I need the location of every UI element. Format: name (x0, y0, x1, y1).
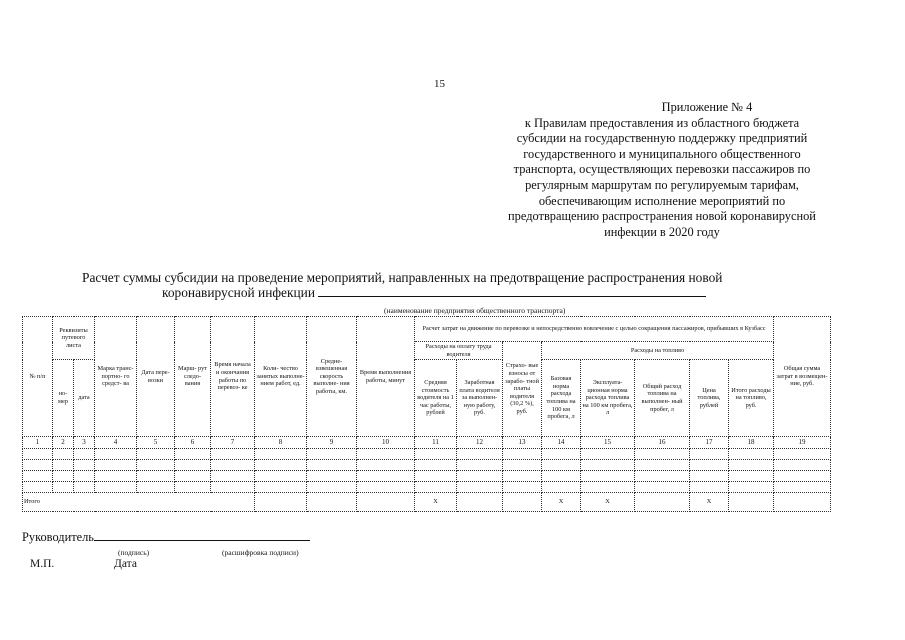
column-number: 8 (255, 437, 307, 449)
table-row[interactable] (23, 449, 831, 460)
col-time-spent: Время выполнения работы, минут (357, 317, 415, 437)
appendix-line: транспорта, осуществляющих перевозки пассажиров по (513, 162, 811, 177)
table-row[interactable] (23, 482, 831, 493)
col-insurance: Страхо- вые взносы от зарабо- тной платы водителя (30,2 %), руб. (503, 342, 542, 437)
enterprise-name-field[interactable] (318, 285, 706, 297)
col-base-fuel: Базовая норма расхода топлива на 100 км пробега, л (542, 360, 581, 437)
head-label: Руководитель (22, 530, 94, 544)
col-duration: Время начала и окончания работы по перевоз- ке (211, 317, 255, 437)
column-number: 12 (457, 437, 503, 449)
column-number: 18 (729, 437, 774, 449)
enterprise-hint: (наименование предприятия общественного транспорта) (384, 306, 566, 315)
calc-title-line2: коронавирусной инфекции (162, 285, 315, 300)
appendix-title: Приложение № 4 (661, 100, 753, 114)
col-avg-hourly: Средняя стоимость водителя на 1 час работы, рублей (415, 360, 457, 437)
fuel-group-header: Расходы на топливо (542, 342, 774, 360)
col-no: № п/п (23, 317, 53, 437)
column-number: 16 (635, 437, 690, 449)
x-mark: X (415, 493, 457, 512)
calc-title-line1: Расчет суммы субсидии на проведение мероприятий, направленных на предотвращение распространения новой (82, 270, 723, 285)
column-number: 10 (357, 437, 415, 449)
col-requisite-number: но- мер (53, 360, 74, 437)
col-fuel-total-cost: Итого расходы на топливо, руб. (729, 360, 774, 437)
column-number: 14 (542, 437, 581, 449)
column-number-row (23, 437, 831, 449)
col-route: Марш- рут следо- вания (175, 317, 211, 437)
col-total-fuel: Общий расход топлива на выполнен- ный пробег, л (635, 360, 690, 437)
appendix-line: к Правилам предоставления из областного бюджета (524, 115, 800, 130)
date-label: Дата (114, 558, 137, 570)
decode-hint: (расшифровка подписи) (222, 548, 299, 557)
col-operational-fuel: Эксплуата- ционная норма расхода топлива на 100 км пробега, л (581, 360, 635, 437)
total-row (23, 493, 831, 512)
column-number: 4 (95, 437, 137, 449)
total-label: Итого (23, 493, 255, 512)
calculation-title (82, 270, 842, 300)
column-number: 17 (690, 437, 729, 449)
signature-field[interactable] (94, 530, 310, 541)
x-mark: X (542, 493, 581, 512)
col-avg-speed: Средне- взвешенная скорость выполне- ния работы, км. (307, 317, 357, 437)
column-number: 7 (211, 437, 255, 449)
col-total-sum: Общая сумма затрат в возмещен- ние, руб. (774, 317, 831, 437)
col-requisite-date: дата (74, 360, 95, 437)
stamp-label: М.П. (30, 558, 55, 570)
x-mark: X (581, 493, 635, 512)
col-vehicle-brand: Марка транс- портно- го средст- ва (95, 317, 137, 437)
column-number: 19 (774, 437, 831, 449)
appendix-line: инфекции в 2020 году (604, 224, 720, 239)
column-number: 15 (581, 437, 635, 449)
appendix-line: регулярным маршрутам по регулируемым тарифам, (525, 177, 799, 192)
appendix-line: государственного и муниципального общественного (523, 146, 801, 161)
table-row[interactable] (23, 471, 831, 482)
col-fuel-price: Цена топлива, рублей (690, 360, 729, 437)
table-row[interactable] (23, 460, 831, 471)
col-earned-salary: Заработная плата водителя за выполнен- ную работу, руб. (457, 360, 503, 437)
column-number: 3 (74, 437, 95, 449)
column-number: 5 (137, 437, 175, 449)
head-signature-line (22, 530, 310, 545)
appendix-line: предотвращению распространения новой коронавирусной (508, 209, 816, 224)
column-number: 2 (53, 437, 74, 449)
column-number: 11 (415, 437, 457, 449)
col-workers: Коли- чество занятых выполне- нием работ, ед. (255, 317, 307, 437)
appendix-header (462, 100, 862, 240)
column-number: 6 (175, 437, 211, 449)
page-number: 15 (434, 78, 445, 90)
expenses-group-header: Расчет затрат на движение по перевозке и непосредственно вовлечение с целью сокращения пассажиров, прибывших в Кузбасс (415, 317, 774, 342)
col-departure-date: Дата пере- возки (137, 317, 175, 437)
salary-group-header: Расходы на оплату труда водителя (415, 342, 503, 360)
subsidy-calculation-table (22, 316, 831, 512)
appendix-line: обеспечивающим исполнение мероприятий по (538, 193, 786, 208)
col-route-requisites: Реквизиты путевого листа (53, 317, 95, 360)
signature-hint: (подпись) (118, 548, 150, 557)
x-mark: X (690, 493, 729, 512)
column-number: 13 (503, 437, 542, 449)
column-number: 9 (307, 437, 357, 449)
column-number: 1 (23, 437, 53, 449)
appendix-line: субсидии на государственную поддержку предприятий (516, 131, 808, 146)
